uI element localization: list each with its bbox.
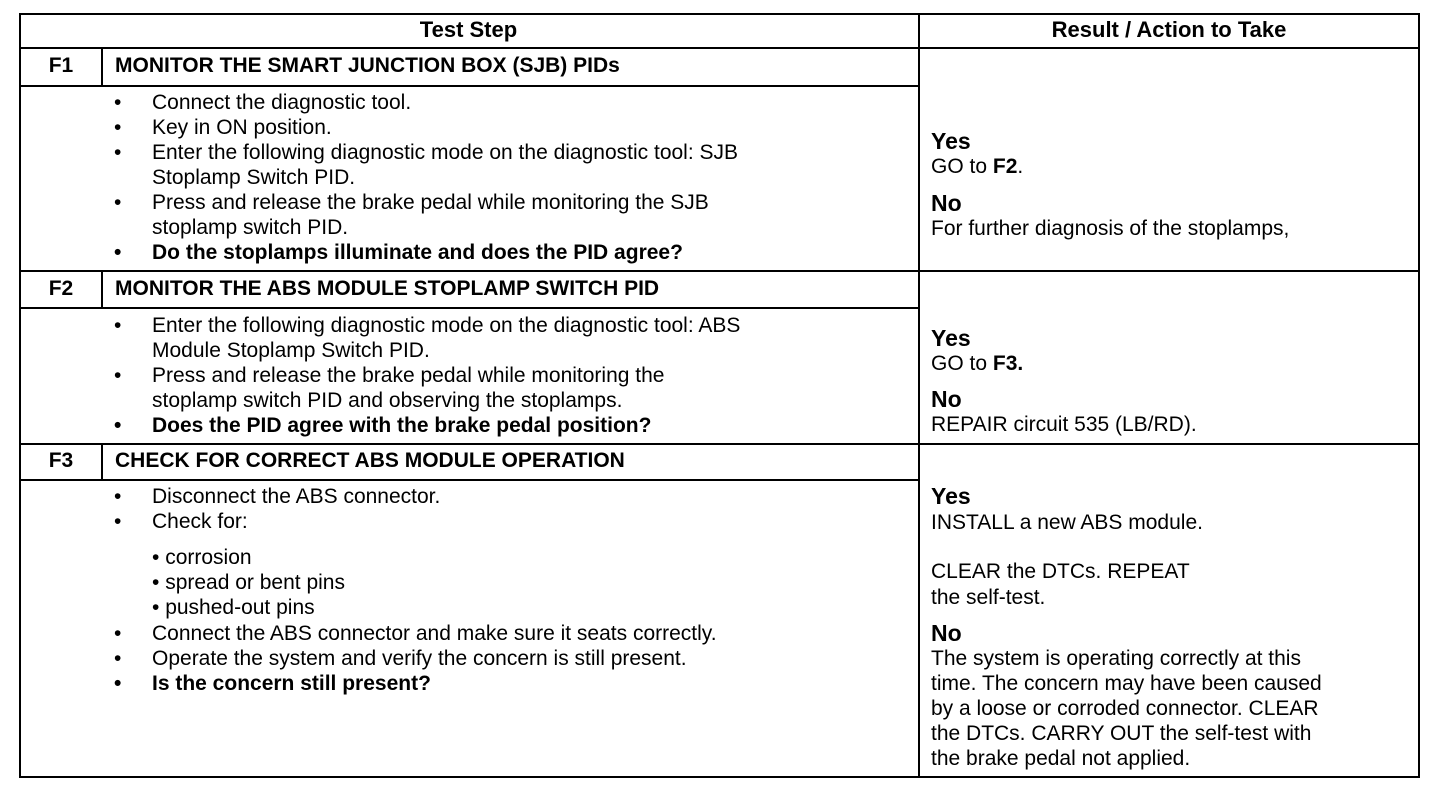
bullet-item: • Disconnect the ABS connector. (114, 485, 441, 508)
row-divider (19, 479, 920, 481)
row-divider (19, 307, 920, 309)
yes-action: CLEAR the DTCs. REPEAT (931, 560, 1190, 583)
bullet-item: • Connect the diagnostic tool. (114, 91, 412, 114)
yes-action: GO to F2. (931, 155, 1024, 178)
bullet-item: • Connect the ABS connector and make sure it seats correctly. (114, 622, 717, 645)
column-divider-step-id (101, 270, 103, 309)
step-id: F3 (48, 449, 74, 472)
bullet-item: • Check for: (114, 510, 248, 533)
column-divider-step-id (101, 48, 103, 87)
bullet-question: • Do the stoplamps illuminate and does the PID agree? (114, 241, 683, 264)
no-action: the brake pedal not applied. (931, 747, 1191, 770)
column-divider-result (918, 13, 920, 778)
bullet-item: • Operate the system and verify the concern is still present. (114, 647, 687, 670)
header-result: Result / Action to Take (1051, 17, 1287, 42)
step-title: CHECK FOR CORRECT ABS MODULE OPERATION (115, 449, 625, 472)
sub-bullet-item: • corrosion (152, 546, 252, 569)
row-divider (19, 443, 1420, 445)
bullet-question: • Is the concern still present? (114, 672, 431, 695)
no-label: No (931, 620, 962, 646)
no-action: time. The concern may have been caused (931, 672, 1322, 695)
bullet-continuation: Module Stoplamp Switch PID. (152, 339, 430, 362)
step-id: F1 (48, 54, 74, 77)
step-title: MONITOR THE SMART JUNCTION BOX (SJB) PIDs (115, 54, 620, 77)
sub-bullet-item: • pushed-out pins (152, 596, 315, 619)
yes-action: the self-test. (931, 586, 1046, 609)
sub-bullet-item: • spread or bent pins (152, 571, 345, 594)
bullet-item: • Enter the following diagnostic mode on the diagnostic tool: SJB (114, 141, 739, 164)
header-test-step: Test Step (419, 17, 518, 42)
no-action: The system is operating correctly at this (931, 647, 1301, 670)
bullet-continuation: Stoplamp Switch PID. (152, 166, 356, 189)
row-divider (19, 47, 1420, 49)
step-id: F2 (48, 277, 74, 300)
yes-action: GO to F3. (931, 352, 1024, 375)
bullet-continuation: stoplamp switch PID and observing the stoplamps. (152, 389, 623, 412)
yes-label: Yes (931, 483, 971, 509)
row-divider (19, 270, 1420, 272)
bullet-item: • Key in ON position. (114, 116, 332, 139)
step-title: MONITOR THE ABS MODULE STOPLAMP SWITCH PID (115, 277, 660, 300)
no-action: by a loose or corroded connector. CLEAR (931, 697, 1319, 720)
no-action: For further diagnosis of the stoplamps, (931, 217, 1290, 240)
bullet-continuation: stoplamp switch PID. (152, 216, 349, 239)
no-label: No (931, 386, 962, 412)
no-label: No (931, 190, 962, 216)
yes-action: INSTALL a new ABS module. (931, 511, 1203, 534)
bullet-item: • Press and release the brake pedal while monitoring the SJB (114, 191, 709, 214)
yes-label: Yes (931, 325, 971, 351)
bullet-item: • Press and release the brake pedal while monitoring the (114, 364, 665, 387)
row-divider (19, 85, 920, 87)
no-action: the DTCs. CARRY OUT the self-test with (931, 722, 1312, 745)
column-divider-step-id (101, 443, 103, 481)
yes-label: Yes (931, 128, 971, 154)
bullet-question: • Does the PID agree with the brake pedal position? (114, 414, 652, 437)
bullet-item: • Enter the following diagnostic mode on the diagnostic tool: ABS (114, 314, 741, 337)
no-action: REPAIR circuit 535 (LB/RD). (931, 413, 1197, 436)
